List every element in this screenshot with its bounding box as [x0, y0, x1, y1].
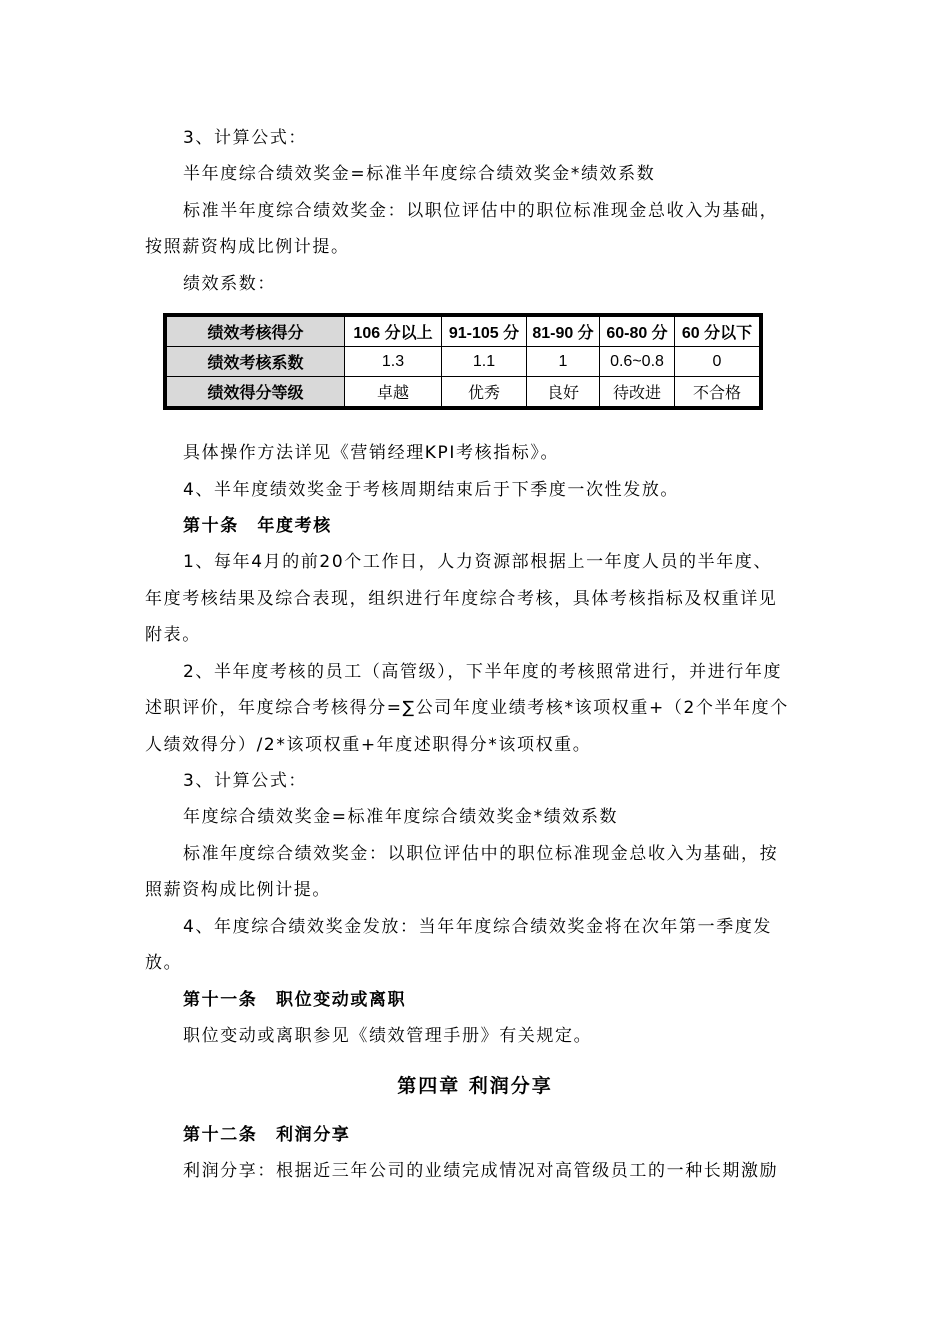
- article-10-p6: 4、年度综合绩效奖金发放：当年年度综合绩效奖金将在次年第一季度发: [183, 917, 773, 937]
- table-cell: 卓越: [345, 377, 442, 407]
- table-cell: 不合格: [675, 377, 760, 407]
- table-cell: 1.3: [345, 347, 442, 377]
- table-header-cell: 绩效考核得分: [167, 317, 345, 347]
- table-row: [167, 317, 760, 347]
- table-row-label: 绩效考核系数: [167, 347, 345, 377]
- article-10-p1: 1、每年4月的前20个工作日，人力资源部根据上一年度人员的半年度、: [183, 552, 773, 572]
- table-cell: 1: [527, 347, 600, 377]
- standard-bonus-text: 标准半年度综合绩效奖金：以职位评估中的职位标准现金总收入为基础，: [183, 201, 779, 221]
- article-11-p1: 职位变动或离职参见《绩效管理手册》有关规定。: [183, 1026, 593, 1046]
- table-header-cell: 91-105 分: [442, 317, 527, 347]
- article-11-title: 第十一条 职位变动或离职: [183, 990, 407, 1010]
- table-cell: 优秀: [442, 377, 527, 407]
- article-10-p6-cont: 放。: [145, 953, 183, 973]
- formula-heading: 3、计算公式：: [183, 128, 308, 148]
- bonus-payment-text: 4、半年度绩效奖金于考核周期结束后于下季度一次性发放。: [183, 480, 680, 500]
- article-10-p2-cont: 述职评价，年度综合考核得分=∑公司年度业绩考核*该项权重+（2个半年度个: [145, 698, 789, 718]
- article-12-title: 第十二条 利润分享: [183, 1125, 351, 1145]
- table-row-label: 绩效得分等级: [167, 377, 345, 407]
- article-10-p5-cont: 照薪资构成比例计提。: [145, 880, 331, 900]
- table-row: [167, 377, 760, 407]
- kpi-reference-text: 具体操作方法详见《营销经理KPI考核指标》。: [183, 443, 560, 463]
- performance-table: [166, 316, 760, 407]
- standard-bonus-text-cont: 按照薪资构成比例计提。: [145, 237, 350, 257]
- article-10-p2: 2、半年度考核的员工（高管级），下半年度的考核照常进行，并进行年度: [183, 662, 783, 682]
- article-12-p1: 利润分享：根据近三年公司的业绩完成情况对高管级员工的一种长期激励: [183, 1161, 779, 1181]
- article-10-p3: 3、计算公式：: [183, 771, 308, 791]
- table-cell: 待改进: [600, 377, 675, 407]
- table-header-cell: 81-90 分: [527, 317, 600, 347]
- article-10-p4: 年度综合绩效奖金=标准年度综合绩效奖金*绩效系数: [183, 807, 619, 827]
- article-10-p5: 标准年度综合绩效奖金：以职位评估中的职位标准现金总收入为基础，按: [183, 844, 779, 864]
- table-cell: 1.1: [442, 347, 527, 377]
- formula-text: 半年度综合绩效奖金=标准半年度综合绩效奖金*绩效系数: [183, 164, 656, 184]
- article-10-p1-cont: 年度考核结果及综合表现，组织进行年度综合考核，具体考核指标及权重详见: [145, 589, 778, 609]
- article-10-p1-end: 附表。: [145, 625, 201, 645]
- table-cell: 0: [675, 347, 760, 377]
- coefficient-label: 绩效系数：: [183, 274, 276, 294]
- table-row: [167, 347, 760, 377]
- table-cell: 良好: [527, 377, 600, 407]
- performance-table-frame: [163, 313, 763, 410]
- table-header-cell: 106 分以上: [345, 317, 442, 347]
- chapter-4-title: 第四章 利润分享: [397, 1075, 553, 1097]
- table-cell: 0.6~0.8: [600, 347, 675, 377]
- article-10-p2-end: 人绩效得分）/2*该项权重+年度述职得分*该项权重。: [145, 735, 592, 755]
- table-header-cell: 60 分以下: [675, 317, 760, 347]
- table-header-cell: 60-80 分: [600, 317, 675, 347]
- article-10-title: 第十条 年度考核: [183, 516, 332, 536]
